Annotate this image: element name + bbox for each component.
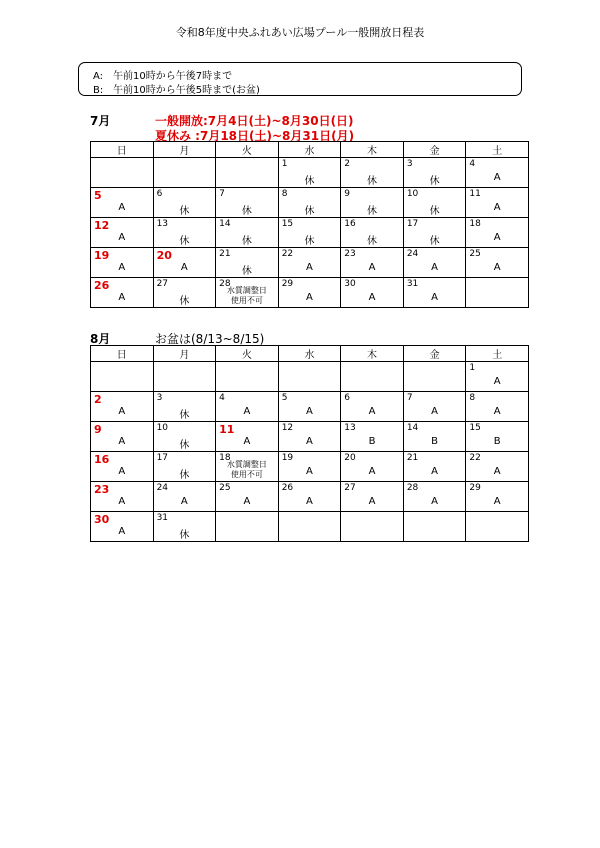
day-number: 8 (469, 393, 476, 403)
day-status: 休 (304, 236, 315, 247)
day-cell (216, 512, 279, 542)
summer-break-period: 夏休み :7月18日(土)~8月31日(月) (155, 129, 355, 143)
week-row (91, 362, 529, 392)
weekday-header: 火 (216, 346, 279, 362)
day-cell (91, 362, 154, 392)
day-number: 7 (219, 189, 225, 199)
legend-text: 午前10時から午後5時まで(お盆) (113, 85, 260, 96)
weekday-header: 土 (466, 142, 529, 158)
weekday-header: 水 (278, 142, 341, 158)
day-status: B (493, 436, 501, 447)
day-cell (403, 278, 466, 308)
day-cell (216, 158, 279, 188)
day-number: 28 (219, 279, 231, 289)
day-number: 10 (406, 189, 419, 199)
day-cell (216, 422, 279, 452)
week-row (91, 278, 529, 308)
week-row (91, 158, 529, 188)
day-number: 24 (156, 483, 169, 493)
day-status: 休 (367, 236, 378, 247)
day-number: 16 (94, 453, 110, 466)
day-number: 15 (281, 219, 294, 229)
day-status: 休 (367, 206, 378, 217)
day-status: A (368, 292, 376, 303)
day-cell (216, 248, 279, 278)
day-cell (341, 158, 404, 188)
day-status: A (118, 262, 126, 273)
legend-text: 午前10時から午後7時まで (113, 71, 233, 82)
day-status: A (118, 436, 126, 447)
day-number: 21 (406, 453, 419, 463)
day-cell (91, 278, 154, 308)
day-cell (341, 278, 404, 308)
day-cell (216, 278, 279, 308)
day-number: 5 (94, 189, 102, 202)
day-number: 25 (469, 249, 481, 259)
day-number: 15 (469, 423, 481, 433)
day-number: 11 (219, 423, 235, 436)
day-number: 12 (281, 423, 294, 433)
day-cell (153, 482, 216, 512)
day-cell (341, 248, 404, 278)
day-number: 27 (344, 483, 356, 493)
week-row (91, 188, 529, 218)
day-number: 7 (406, 393, 413, 403)
day-number: 16 (344, 219, 356, 229)
day-status: 休 (429, 176, 440, 187)
day-status: 休 (179, 236, 190, 247)
day-number: 17 (156, 453, 169, 463)
day-number: 24 (406, 249, 419, 259)
day-cell (341, 512, 404, 542)
day-cell (216, 452, 279, 482)
day-cell (466, 218, 529, 248)
day-cell (91, 482, 154, 512)
day-status: A (493, 172, 501, 183)
day-status: A (306, 406, 313, 417)
day-status: 休 (179, 530, 190, 541)
week-row (91, 452, 529, 482)
day-number: 12 (94, 219, 110, 232)
day-status: A (306, 496, 313, 507)
day-cell (91, 158, 154, 188)
legend-key: A: (93, 71, 104, 82)
day-number: 29 (281, 279, 294, 289)
day-status: A (180, 262, 188, 273)
day-number: 14 (219, 219, 231, 229)
day-status: 休 (429, 206, 440, 217)
day-status: A (368, 496, 376, 507)
day-cell (278, 512, 341, 542)
day-cell (153, 248, 216, 278)
day-cell (341, 188, 404, 218)
weekday-header: 日 (91, 142, 154, 158)
day-status: A (493, 496, 501, 507)
weekday-header: 火 (216, 142, 279, 158)
day-status: A (118, 202, 126, 213)
day-number: 19 (94, 249, 110, 262)
day-status: A (118, 406, 126, 417)
day-status: 休 (429, 236, 440, 247)
day-cell (91, 452, 154, 482)
day-status: 休 (179, 410, 190, 421)
day-cell (91, 512, 154, 542)
week-row (91, 512, 529, 542)
day-number: 14 (406, 423, 419, 433)
day-cell (91, 218, 154, 248)
day-status: A (493, 232, 501, 243)
day-cell (403, 452, 466, 482)
day-status: 休 (241, 206, 252, 217)
day-cell (153, 362, 216, 392)
week-row (91, 218, 529, 248)
day-status: A (493, 406, 501, 417)
day-cell (278, 482, 341, 512)
legend-key: B: (93, 85, 104, 96)
open-period: 一般開放:7月4日(土)~8月30日(日) (155, 114, 354, 128)
day-number: 10 (156, 423, 169, 433)
day-status: B (368, 436, 376, 447)
day-cell (403, 512, 466, 542)
day-status: A (493, 202, 501, 213)
day-status: A (118, 292, 126, 303)
obon-note: お盆は(8/13~8/15) (155, 332, 265, 346)
legend-box (78, 62, 522, 96)
day-status: A (180, 496, 188, 507)
day-number: 23 (94, 483, 110, 496)
day-number: 4 (469, 159, 476, 169)
day-cell (153, 512, 216, 542)
day-number: 1 (469, 363, 476, 373)
day-number: 22 (281, 249, 294, 259)
day-status: 休 (304, 176, 315, 187)
day-number: 20 (344, 453, 356, 463)
day-number: 26 (281, 483, 294, 493)
week-row (91, 248, 529, 278)
day-number: 30 (344, 279, 356, 289)
day-status: A (431, 292, 439, 303)
week-row (91, 482, 529, 512)
day-cell (278, 248, 341, 278)
day-number: 29 (469, 483, 481, 493)
day-cell (216, 188, 279, 218)
weekday-header: 日 (91, 346, 154, 362)
day-cell (153, 218, 216, 248)
day-number: 9 (344, 189, 350, 199)
day-status: A (243, 436, 251, 447)
day-number: 8 (281, 189, 288, 199)
day-cell (403, 362, 466, 392)
day-cell (153, 422, 216, 452)
day-status: A (493, 262, 501, 273)
day-status: A (431, 262, 439, 273)
day-cell (216, 218, 279, 248)
day-status: A (118, 496, 126, 507)
weekday-header: 土 (466, 346, 529, 362)
day-cell (216, 482, 279, 512)
day-cell (341, 422, 404, 452)
weekday-header: 月 (153, 142, 216, 158)
day-status: A (368, 406, 376, 417)
day-number: 6 (156, 189, 163, 199)
day-cell (278, 218, 341, 248)
day-cell (341, 362, 404, 392)
day-number: 13 (344, 423, 356, 433)
day-number: 22 (469, 453, 481, 463)
day-cell (466, 278, 529, 308)
day-cell (216, 362, 279, 392)
day-cell (341, 452, 404, 482)
day-cell (278, 188, 341, 218)
day-status: A (118, 526, 126, 537)
day-number: 6 (344, 393, 350, 403)
day-cell (341, 392, 404, 422)
day-status: A (368, 262, 376, 273)
day-cell (466, 188, 529, 218)
day-status: A (368, 466, 376, 477)
maintenance-note: 水質調整日 使用不可 (226, 460, 267, 479)
day-cell (466, 512, 529, 542)
day-cell (278, 452, 341, 482)
day-cell (466, 482, 529, 512)
weekday-header-row (91, 142, 529, 158)
day-status: A (243, 496, 251, 507)
weekday-header: 水 (278, 346, 341, 362)
day-cell (403, 422, 466, 452)
day-number: 2 (344, 159, 350, 169)
day-cell (91, 188, 154, 218)
day-status: A (431, 496, 439, 507)
weekday-header: 木 (341, 346, 404, 362)
day-cell (153, 278, 216, 308)
day-status: A (306, 436, 313, 447)
calendar-july (90, 141, 529, 308)
day-cell (466, 158, 529, 188)
day-number: 28 (406, 483, 419, 493)
day-number: 4 (219, 393, 225, 403)
day-cell (153, 158, 216, 188)
day-status: 休 (241, 236, 252, 247)
day-number: 5 (281, 393, 288, 403)
day-number: 3 (406, 159, 413, 169)
day-cell (216, 392, 279, 422)
day-cell (403, 482, 466, 512)
day-cell (466, 248, 529, 278)
day-status: 休 (179, 206, 190, 217)
day-status: A (306, 292, 313, 303)
day-cell (466, 362, 529, 392)
day-status: 休 (179, 470, 190, 481)
day-number: 31 (156, 513, 169, 523)
day-cell (466, 452, 529, 482)
weekday-header: 木 (341, 142, 404, 158)
day-cell (278, 422, 341, 452)
day-cell (153, 188, 216, 218)
day-status: A (118, 232, 126, 243)
day-number: 26 (94, 279, 110, 292)
day-status: A (243, 406, 251, 417)
day-number: 18 (469, 219, 481, 229)
day-number: 30 (94, 513, 110, 526)
day-number: 18 (219, 453, 231, 463)
weekday-header: 金 (403, 346, 466, 362)
weekday-header: 金 (403, 142, 466, 158)
day-cell (153, 392, 216, 422)
day-status: A (118, 466, 126, 477)
weekday-header-row (91, 346, 529, 362)
day-cell (466, 422, 529, 452)
day-cell (341, 218, 404, 248)
day-number: 2 (94, 393, 102, 406)
day-cell (403, 248, 466, 278)
day-cell (153, 452, 216, 482)
day-number: 11 (469, 189, 481, 199)
day-number: 23 (344, 249, 356, 259)
day-number: 31 (406, 279, 419, 289)
day-number: 13 (156, 219, 169, 229)
day-cell (403, 392, 466, 422)
day-status: 休 (179, 440, 190, 451)
day-status: A (493, 376, 501, 387)
day-cell (403, 158, 466, 188)
day-number: 27 (156, 279, 169, 289)
day-number: 17 (406, 219, 419, 229)
legend-a (93, 67, 232, 82)
page-title: 令和8年度中央ふれあい広場プール一般開放日程表 (175, 26, 425, 39)
day-cell (403, 218, 466, 248)
day-status: A (306, 262, 313, 273)
day-number: 20 (156, 249, 172, 262)
day-cell (278, 158, 341, 188)
day-status: A (431, 466, 439, 477)
month-label-july: 7月 (90, 114, 111, 128)
day-cell (278, 278, 341, 308)
day-cell (278, 362, 341, 392)
day-status: A (431, 406, 439, 417)
legend-b (93, 81, 260, 96)
weekday-header: 月 (153, 346, 216, 362)
day-status: 休 (304, 206, 315, 217)
day-cell (91, 392, 154, 422)
day-number: 3 (156, 393, 163, 403)
day-status: 休 (179, 296, 190, 307)
week-row (91, 392, 529, 422)
day-number: 25 (219, 483, 231, 493)
day-cell (91, 422, 154, 452)
day-cell (91, 248, 154, 278)
calendar-august (90, 345, 529, 542)
day-number: 1 (281, 159, 288, 169)
week-row (91, 422, 529, 452)
day-cell (466, 392, 529, 422)
day-status: 休 (367, 176, 378, 187)
day-cell (341, 482, 404, 512)
day-status: 休 (241, 266, 252, 277)
day-cell (278, 392, 341, 422)
day-number: 9 (94, 423, 102, 436)
day-status: B (431, 436, 439, 447)
maintenance-note: 水質調整日 使用不可 (226, 286, 267, 305)
day-status: A (493, 466, 501, 477)
month-label-august: 8月 (90, 332, 111, 346)
day-cell (403, 188, 466, 218)
day-status: A (306, 466, 313, 477)
day-number: 21 (219, 249, 231, 259)
day-number: 19 (281, 453, 294, 463)
